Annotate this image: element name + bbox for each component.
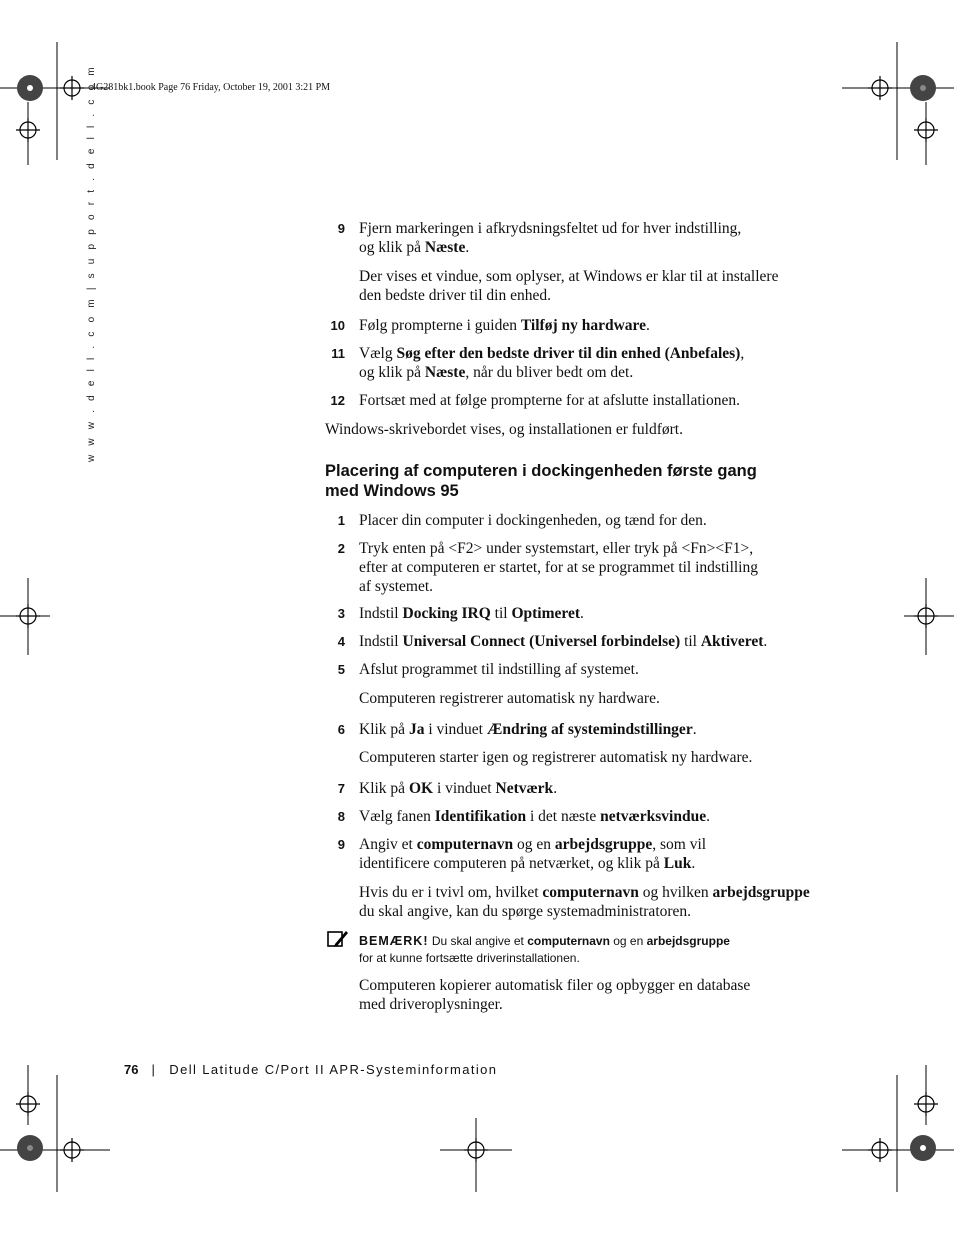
step-number: 9 xyxy=(337,221,345,236)
step-number: 6 xyxy=(337,722,345,737)
step-number: 11 xyxy=(331,346,345,361)
step-text: Klik på OK i vinduet Netværk. xyxy=(359,780,558,797)
step-text: Angiv et computernavn og en arbejdsgruppe, som vil identificere computeren på netværket, og klik på Luk. xyxy=(359,836,707,872)
note-pencil-icon xyxy=(327,929,349,949)
closing-paragraph: Computeren kopierer automatisk filer og opbygger en database med driveroplysninger. xyxy=(359,977,751,1013)
section-heading: Placering af computeren i dockingenheden første gang med Windows 95 xyxy=(325,462,757,500)
step-number: 5 xyxy=(337,662,345,677)
note-text: Du skal angive et computernavn og en arbejdsgruppe for at kunne fortsætte driverinstallationen. xyxy=(359,934,730,965)
step-detail: Hvis du er i tvivl om, hvilket computernavn og hvilken arbejdsgruppe du skal angive, kan du spørge systemadministratoren. xyxy=(359,884,810,920)
step-text: Fortsæt med at følge prompterne for at afslutte installationen. xyxy=(359,392,740,409)
step-text: Vælg Søg efter den bedste driver til din enhed (Anbefales), og klik på Næste, når du bliver bedt om det. xyxy=(359,345,745,381)
step-number: 12 xyxy=(330,393,345,408)
step-number: 2 xyxy=(337,541,345,556)
step-text: Følg prompterne i guiden Tilføj ny hardware. xyxy=(359,317,650,334)
step-text: Fjern markeringen i afkrydsningsfeltet ud for hver indstilling, og klik på Næste. xyxy=(359,220,742,256)
step-text: Afslut programmet til indstilling af systemet. xyxy=(359,661,639,678)
step-text: Vælg fanen Identifikation i det næste netværksvindue. xyxy=(359,808,710,825)
step-detail: Computeren starter igen og registrerer automatisk ny hardware. xyxy=(359,749,753,766)
step-number: 9 xyxy=(337,837,345,852)
step-detail: Der vises et vindue, som oplyser, at Windows er klar til at installere den bedste driver til din enhed. xyxy=(359,268,779,304)
step-number: 1 xyxy=(337,513,345,528)
page-number: 76 xyxy=(124,1062,139,1077)
step-number: 3 xyxy=(337,606,345,621)
note-box xyxy=(359,933,799,967)
step-number: 7 xyxy=(337,781,345,796)
footer-title: Dell Latitude C/Port II APR-Systeminformation xyxy=(169,1062,498,1077)
page-footer xyxy=(124,1062,497,1077)
step-text: Klik på Ja i vinduet Ændring af systemindstillinger. xyxy=(359,721,697,738)
body-paragraph: Windows-skrivebordet vises, og installationen er fuldført. xyxy=(325,421,683,438)
step-text: Placer din computer i dockingenheden, og tænd for den. xyxy=(359,512,707,529)
step-text: Tryk enten på <F2> under systemstart, eller tryk på <Fn><F1>, efter at computeren er startet, for at se programmet til indstilling af systemet. xyxy=(359,540,758,595)
step-text: Indstil Docking IRQ til Optimeret. xyxy=(359,605,584,622)
footer-separator: | xyxy=(151,1062,157,1077)
step-text: Indstil Universal Connect (Universel forbindelse) til Aktiveret. xyxy=(359,633,768,650)
note-label: BEMÆRK! xyxy=(359,934,429,948)
step-number: 4 xyxy=(337,634,345,649)
step-detail: Computeren registrerer automatisk ny hardware. xyxy=(359,690,660,707)
side-url-text: w w w . d e l l . c o m | s u p p o r t . d e l l . c o m xyxy=(86,64,97,462)
step-number: 10 xyxy=(330,318,345,333)
step-number: 8 xyxy=(337,809,345,824)
print-header: 4G281bk1.book Page 76 Friday, October 19, 2001 3:21 PM xyxy=(91,82,331,93)
